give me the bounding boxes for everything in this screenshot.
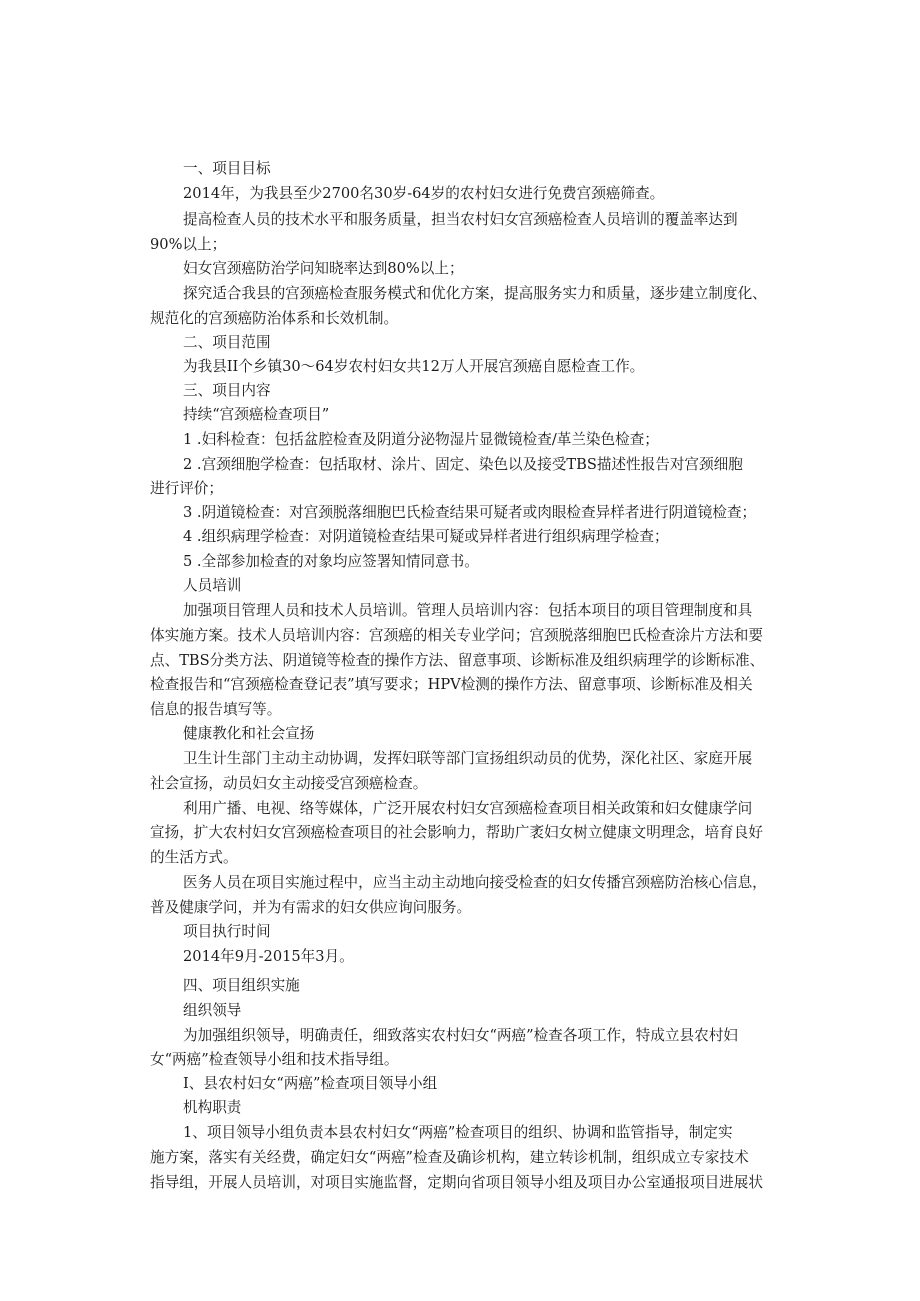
paragraph-line: 社会宣扬，动员妇女主动接受宫颈癌检查。 xyxy=(150,775,428,792)
heading-organization: 四、项目组织实施 xyxy=(183,977,300,994)
paragraph-line: 90%以上； xyxy=(150,236,227,253)
heading-health-education: 健康教化和社会宣扬 xyxy=(183,725,315,742)
heading-leading-group: I、县农村妇女“两癌”检查项目领导小组 xyxy=(183,1075,438,1092)
paragraph-line: 2014年9月-2015年3月。 xyxy=(183,948,354,965)
list-item: 3 .阴道镜检查：对宫颈脱落细胞巴氏检查结果可疑者或肉眼检查异样者进行阴道镜检查； xyxy=(183,504,757,521)
paragraph-line: 探究适合我县的宫颈癌检查服务模式和优化方案，提高服务实力和质量，逐步建立制度化、 xyxy=(183,285,767,302)
paragraph-line: 卫生计生部门主动主动协调，发挥妇联等部门宣扬组织动员的优势，深化社区、家庭开展 xyxy=(183,750,753,767)
paragraph-line: 利用广播、电视、络等媒体，广泛开展农村妇女宫颈癌检查项目相关政策和妇女健康学问 xyxy=(183,800,753,817)
paragraph-line: 进行评价； xyxy=(150,480,223,497)
paragraph-line: 施方案，落实有关经费，确定妇女“两癌”检查及确诊机构，建立转诊机制，组织成立专家技术 xyxy=(150,1149,749,1166)
list-item: 2 .宫颈细胞学检查：包括取材、涂片、固定、染色以及接受TBS描述性报告对宫颈细胞 xyxy=(183,456,743,473)
heading-leadership: 组织领导 xyxy=(183,1002,242,1019)
paragraph-line: 体实施方案。技术人员培训内容：宫颈癌的相关专业学问；宫颈脱落细胞巴氏检查涂片方法和要 xyxy=(150,627,763,644)
paragraph-line: 宣扬，扩大农村妇女宫颈癌检查项目的社会影响力，帮助广袤妇女树立健康文明理念，培育良好 xyxy=(150,824,763,841)
list-item: 1 .妇科检查：包括盆腔检查及阴道分泌物湿片显微镜检查/革兰染色检查； xyxy=(183,431,659,448)
paragraph-line: 1、项目领导小组负责本县农村妇女“两癌”检查项目的组织、协调和监管指导，制定实 xyxy=(183,1124,733,1141)
heading-execution-time: 项目执行时间 xyxy=(183,923,271,940)
list-item: 5 .全部参加检查的对象均应签署知情同意书。 xyxy=(183,553,479,570)
paragraph-line: 点、TBS分类方法、阴道镜等检查的操作方法、留意事项、诊断标准及组织病理学的诊断标准、 xyxy=(150,652,765,669)
paragraph-line: 加强项目管理人员和技术人员培训。管理人员培训内容：包括本项目的项目管理制度和具 xyxy=(183,602,753,619)
paragraph-line: 规范化的宫颈癌防治体系和长效机制。 xyxy=(150,310,399,327)
paragraph-line: 普及健康学问，并为有需求的妇女供应询问服务。 xyxy=(150,899,472,916)
paragraph-line: 检查报告和“宫颈癌检查登记表”填写要求；HPV检测的操作方法、留意事项、诊断标准及相关 xyxy=(150,676,753,693)
paragraph-line: 妇女宫颈癌防治学问知晓率达到80%以上； xyxy=(183,260,464,277)
paragraph-line: 为加强组织领导，明确责任，细致落实农村妇女“两癌”检查各项工作，特成立县农村妇 xyxy=(183,1027,738,1044)
paragraph-line: 的生活方式。 xyxy=(150,849,238,866)
paragraph-line: 2014年，为我县至少2700名30岁-64岁的农村妇女进行免费宫颈癌筛查。 xyxy=(183,185,665,202)
paragraph-line: 指导组，开展人员培训，对项目实施监督，定期向省项目领导小组及项目办公室通报项目进展状 xyxy=(150,1174,763,1191)
paragraph-line: 为我县II个乡镇30～64岁农村妇女共12万人开展宫颈癌自愿检查工作。 xyxy=(183,358,645,375)
paragraph-line: 持续“宫颈癌检查项目” xyxy=(183,406,330,423)
paragraph-line: 信息的报告填写等。 xyxy=(150,701,282,718)
heading-project-goals: 一、项目目标 xyxy=(183,160,271,177)
paragraph-line: 女“两癌”检查领导小组和技术指导组。 xyxy=(150,1051,399,1068)
list-item: 4 .组织病理学检查：对阴道镜检查结果可疑或异样者进行组织病理学检查； xyxy=(183,528,669,545)
heading-staff-training: 人员培训 xyxy=(183,577,242,594)
heading-project-content: 三、项目内容 xyxy=(183,382,271,399)
heading-responsibilities: 机构职责 xyxy=(183,1099,242,1116)
paragraph-line: 提高检查人员的技术水平和服务质量，担当农村妇女宫颈癌检查人员培训的覆盖率达到 xyxy=(183,211,738,228)
heading-project-scope: 二、项目范围 xyxy=(183,334,271,351)
paragraph-line: 医务人员在项目实施过程中，应当主动主动地向接受检查的妇女传播宫颈癌防治核心信息， xyxy=(183,874,767,891)
